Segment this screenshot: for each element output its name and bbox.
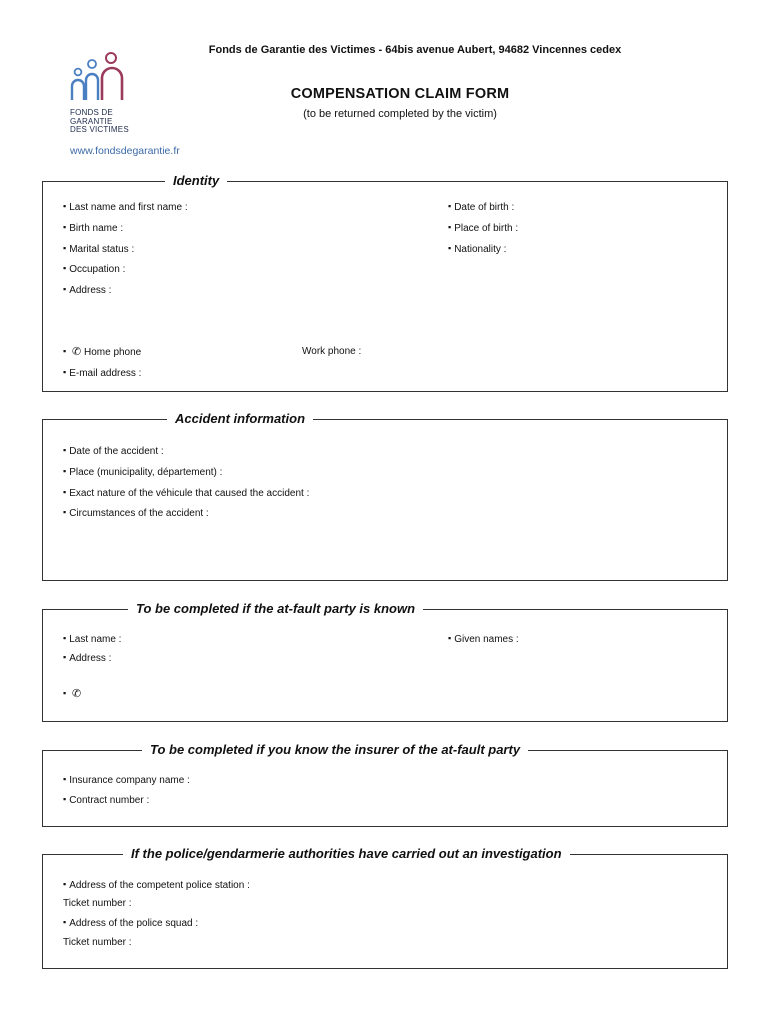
email-field[interactable]: ▪ E-mail address : — [63, 367, 141, 380]
telephone-icon: ✆ — [71, 346, 82, 358]
police-section — [42, 846, 728, 969]
at-fault-phone-field[interactable] — [63, 688, 81, 701]
logo-line-3: DES VICTIMES — [70, 125, 129, 134]
circumstances-field[interactable]: ▪ Circumstances of the accident : — [63, 507, 209, 520]
contract-number-field[interactable]: ▪ Contract number : — [63, 794, 149, 807]
nationality-field[interactable]: ▪ Nationality : — [448, 243, 506, 256]
form-title: COMPENSATION CLAIM FORM — [290, 86, 510, 102]
occupation-field[interactable]: ▪ Occupation : — [63, 263, 125, 276]
work-phone-field[interactable]: Work phone : — [302, 346, 362, 357]
identity-legend: Identity — [165, 172, 227, 190]
telephone-icon: ✆ — [71, 688, 82, 700]
at-fault-legend: To be completed if the at-fault party is known — [128, 600, 423, 618]
vehicle-nature-field[interactable]: ▪ Exact nature of the véhicule that caused the accident : — [63, 487, 309, 500]
birth-name-field[interactable]: ▪ Birth name : — [63, 222, 123, 235]
at-fault-section — [42, 601, 728, 722]
accident-legend: Accident information — [167, 410, 313, 428]
ticket-number-field-1[interactable]: Ticket number : — [63, 898, 132, 909]
insurer-legend: To be completed if you know the insurer of the at-fault party — [142, 741, 528, 759]
date-of-birth-field[interactable]: ▪ Date of birth : — [448, 201, 514, 214]
at-fault-given-names-field[interactable]: ▪ Given names : — [448, 633, 519, 646]
at-fault-address-field[interactable]: ▪ Address : — [63, 652, 111, 665]
police-station-address-field[interactable]: ▪ Address of the competent police station : — [63, 879, 250, 892]
organization-address: Fonds de Garantie des Victimes - 64bis avenue Aubert, 94682 Vincennes cedex — [208, 44, 622, 56]
marital-status-field[interactable]: ▪ Marital status : — [63, 243, 134, 256]
logo-line-1: FONDS DE — [70, 108, 113, 117]
home-phone-label: Home phone — [83, 347, 142, 358]
insurance-company-field[interactable]: ▪ Insurance company name : — [63, 774, 190, 787]
website-link[interactable]: www.fondsdegarantie.fr — [70, 145, 180, 157]
logo-line-2: GARANTIE — [70, 116, 113, 126]
at-fault-last-name-field[interactable]: ▪ Last name : — [63, 633, 121, 646]
last-first-name-field[interactable]: ▪ Last name and first name : — [63, 201, 188, 214]
accident-date-field[interactable]: ▪ Date of the accident : — [63, 445, 164, 458]
ticket-number-field-2[interactable]: Ticket number : — [63, 937, 132, 948]
address-field[interactable]: ▪ Address : — [63, 284, 111, 297]
place-of-birth-field[interactable]: ▪ Place of birth : — [448, 222, 518, 235]
logo-wordmark — [70, 109, 129, 135]
insurer-section — [42, 742, 728, 827]
accident-section — [42, 411, 728, 581]
police-legend: If the police/gendarmerie authorities have carried out an investigation — [123, 845, 570, 863]
home-phone-field[interactable] — [63, 346, 141, 359]
accident-place-field[interactable]: ▪ Place (municipality, département) : — [63, 466, 222, 479]
form-subtitle: (to be returned completed by the victim) — [303, 108, 497, 120]
police-squad-address-field[interactable]: ▪ Address of the police squad : — [63, 917, 198, 930]
identity-section — [42, 173, 728, 392]
